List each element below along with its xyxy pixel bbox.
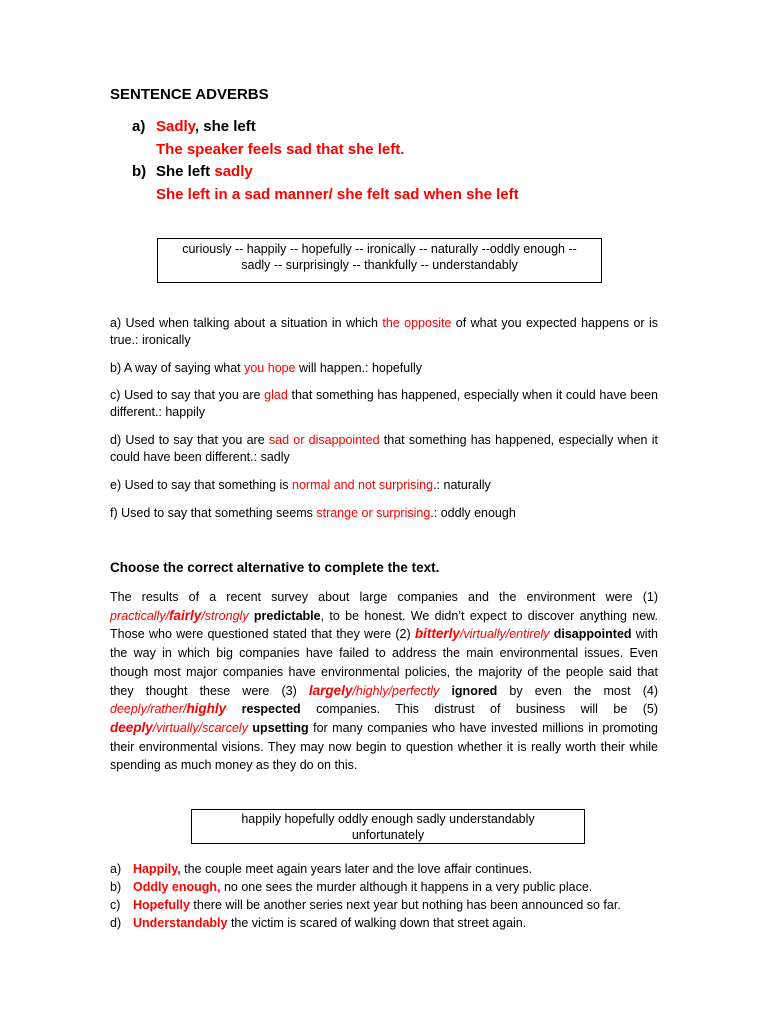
definition-text: d) Used to say that you are — [110, 433, 269, 447]
passage-text: for many companies who have invested millions in promoting their environmental visions. They may now begin to question whether it is really worth their while spending as much money as they do on this. — [110, 720, 658, 773]
answer-adverb: Oddly enough, — [133, 880, 221, 894]
example-sentence: , she left — [194, 118, 256, 135]
passage-text: companies. This distrust of business will be (5) — [300, 702, 658, 717]
example-adverb: sadly — [214, 163, 253, 180]
list-letter: a) — [110, 862, 122, 876]
definition-d — [110, 432, 658, 466]
definition-text: of what you expected happens or is true.: ironically — [110, 316, 659, 347]
gap-option: deeply/rather/ — [110, 702, 187, 717]
gap-option: /virtually/scarcely — [152, 720, 248, 735]
definition-a — [110, 315, 658, 349]
example-a-explanation: The speaker feels sad that she left. — [156, 141, 405, 158]
word-box-answers — [191, 809, 585, 844]
gap-correct-option: fairly — [169, 607, 202, 623]
exercise-heading: Choose the correct alternative to complete the text. — [110, 560, 440, 575]
example-a — [110, 118, 256, 135]
answer-text: there will be another series next year but nothing has been announced so far. — [189, 898, 621, 912]
gap-option: /highly/perfectly — [352, 683, 440, 698]
definition-key: strange or surprising — [316, 506, 431, 520]
definition-key: you hope — [244, 361, 296, 375]
gap-5-options — [110, 721, 248, 735]
answer-adverb: Understandably — [133, 916, 228, 930]
gap-option: /virtually/entirely — [459, 627, 550, 642]
word-box-line: happily hopefully oddly enough sadly understandably — [241, 812, 535, 826]
passage-text — [226, 702, 241, 716]
definition-text: that something has happened, especially when it could have been different.: sadly — [110, 433, 658, 464]
collocate-word: disappointed — [553, 627, 632, 642]
gap-option: /strongly — [201, 608, 249, 623]
list-item — [110, 878, 658, 896]
answer-adverb: Hopefully — [133, 898, 190, 912]
definition-text: .: oddly enough — [430, 506, 516, 520]
example-sentence: She left — [156, 163, 215, 180]
word-box-line: curiously -- happily -- hopefully -- ironically -- naturally --oddly enough -- — [182, 242, 577, 256]
definition-text: b) A way of saying what — [110, 361, 245, 375]
definition-text: will happen.: hopefully — [295, 361, 423, 375]
gap-correct-option: largely — [308, 682, 353, 698]
gap-correct-option: bitterly — [414, 626, 460, 642]
passage-text: by even the most (4) — [497, 683, 658, 698]
example-b — [110, 163, 253, 180]
passage-text: , to be honest. We didn’t expect to discover anything new. Those who were questioned stated that they were (2) — [110, 608, 658, 642]
definition-b — [110, 360, 658, 377]
example-b-explanation: She left in a sad manner/ she felt sad when she left — [156, 186, 519, 203]
gap-correct-option: deeply — [110, 719, 153, 735]
collocate-word: predictable — [253, 608, 321, 623]
list-item — [110, 896, 658, 914]
definition-text: that something has happened, especially when it could have been different.: happily — [110, 388, 658, 419]
list-letter: d) — [110, 916, 122, 930]
collocate-word: upsetting — [252, 720, 309, 735]
answer-adverb: Happily, — [133, 862, 181, 876]
gap-option: practically/ — [110, 608, 170, 623]
definition-text: e) Used to say that something is — [110, 478, 293, 492]
definition-key: the opposite — [382, 316, 452, 330]
gap-1-options — [110, 609, 249, 623]
word-box-line: unfortunately — [351, 828, 425, 842]
definition-text: a) Used when talking about a situation in which — [110, 316, 383, 330]
passage-text: with the way in which big companies have failed to address the main environmental issues. Even though most major companies have environmental policies, the majority of the people said that they thought these were (3) — [110, 627, 658, 698]
answer-list — [110, 860, 658, 932]
answer-text: the couple meet again years later and the love affair continues. — [180, 862, 533, 876]
definition-c — [110, 387, 658, 421]
page-title: SENTENCE ADVERBS — [110, 86, 269, 103]
list-item — [110, 914, 658, 932]
definition-key: normal and not surprising — [292, 478, 434, 492]
passage-text: The results of a recent survey about large companies and the environment were (1) — [110, 590, 658, 604]
collocate-word: respected — [241, 702, 301, 717]
gap-correct-option: highly — [186, 701, 227, 717]
list-item — [110, 860, 658, 878]
exercise-passage — [110, 588, 658, 775]
gap-4-options — [110, 702, 226, 716]
definition-text: c) Used to say that you are — [110, 388, 265, 402]
word-box-line: sadly -- surprisingly -- thankfully -- understandably — [241, 258, 518, 272]
definition-e — [110, 477, 658, 494]
definition-key: sad or disappointed — [268, 433, 380, 447]
gap-2-options — [415, 627, 550, 641]
example-letter: a) — [132, 118, 146, 135]
definition-key: glad — [264, 388, 288, 402]
passage-text — [439, 684, 451, 698]
word-box-adverbs — [157, 238, 602, 283]
definition-text: f) Used to say that something seems — [110, 506, 317, 520]
answer-text: the victim is scared of walking down that street again. — [227, 916, 527, 930]
example-adverb: Sadly — [156, 118, 195, 135]
definition-f — [110, 505, 658, 522]
list-letter: c) — [110, 898, 121, 912]
collocate-word: ignored — [451, 683, 498, 698]
gap-3-options — [309, 684, 439, 698]
answer-text: no one sees the murder although it happens in a very public place. — [220, 880, 593, 894]
definition-text: .: naturally — [433, 478, 491, 492]
example-letter: b) — [132, 163, 147, 180]
list-letter: b) — [110, 880, 122, 894]
